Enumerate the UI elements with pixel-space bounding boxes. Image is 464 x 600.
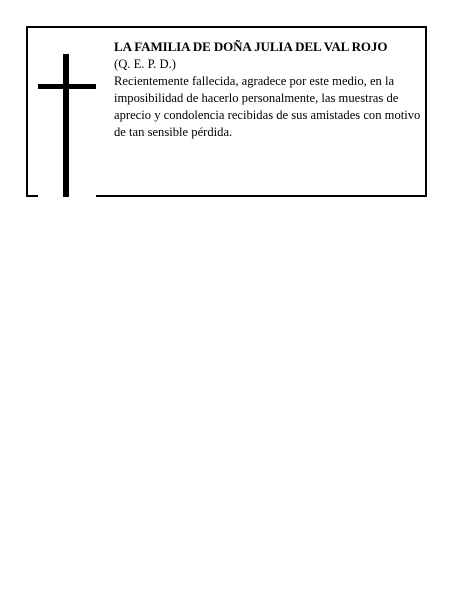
notice-body: Recientemente fallecida, agradece por este medio, en la imposibilidad de hacerlo personalmente, las muestras de aprecio y condolencia recibidas de sus amistades con motivo de tan sensible pérdida. <box>114 74 421 139</box>
obituary-notice <box>26 26 427 197</box>
notice-subheading: (Q. E. P. D.) <box>114 57 176 71</box>
notice-heading: LA FAMILIA DE DOÑA JULIA DEL VAL ROJO <box>114 39 388 54</box>
notice-text <box>114 38 424 141</box>
